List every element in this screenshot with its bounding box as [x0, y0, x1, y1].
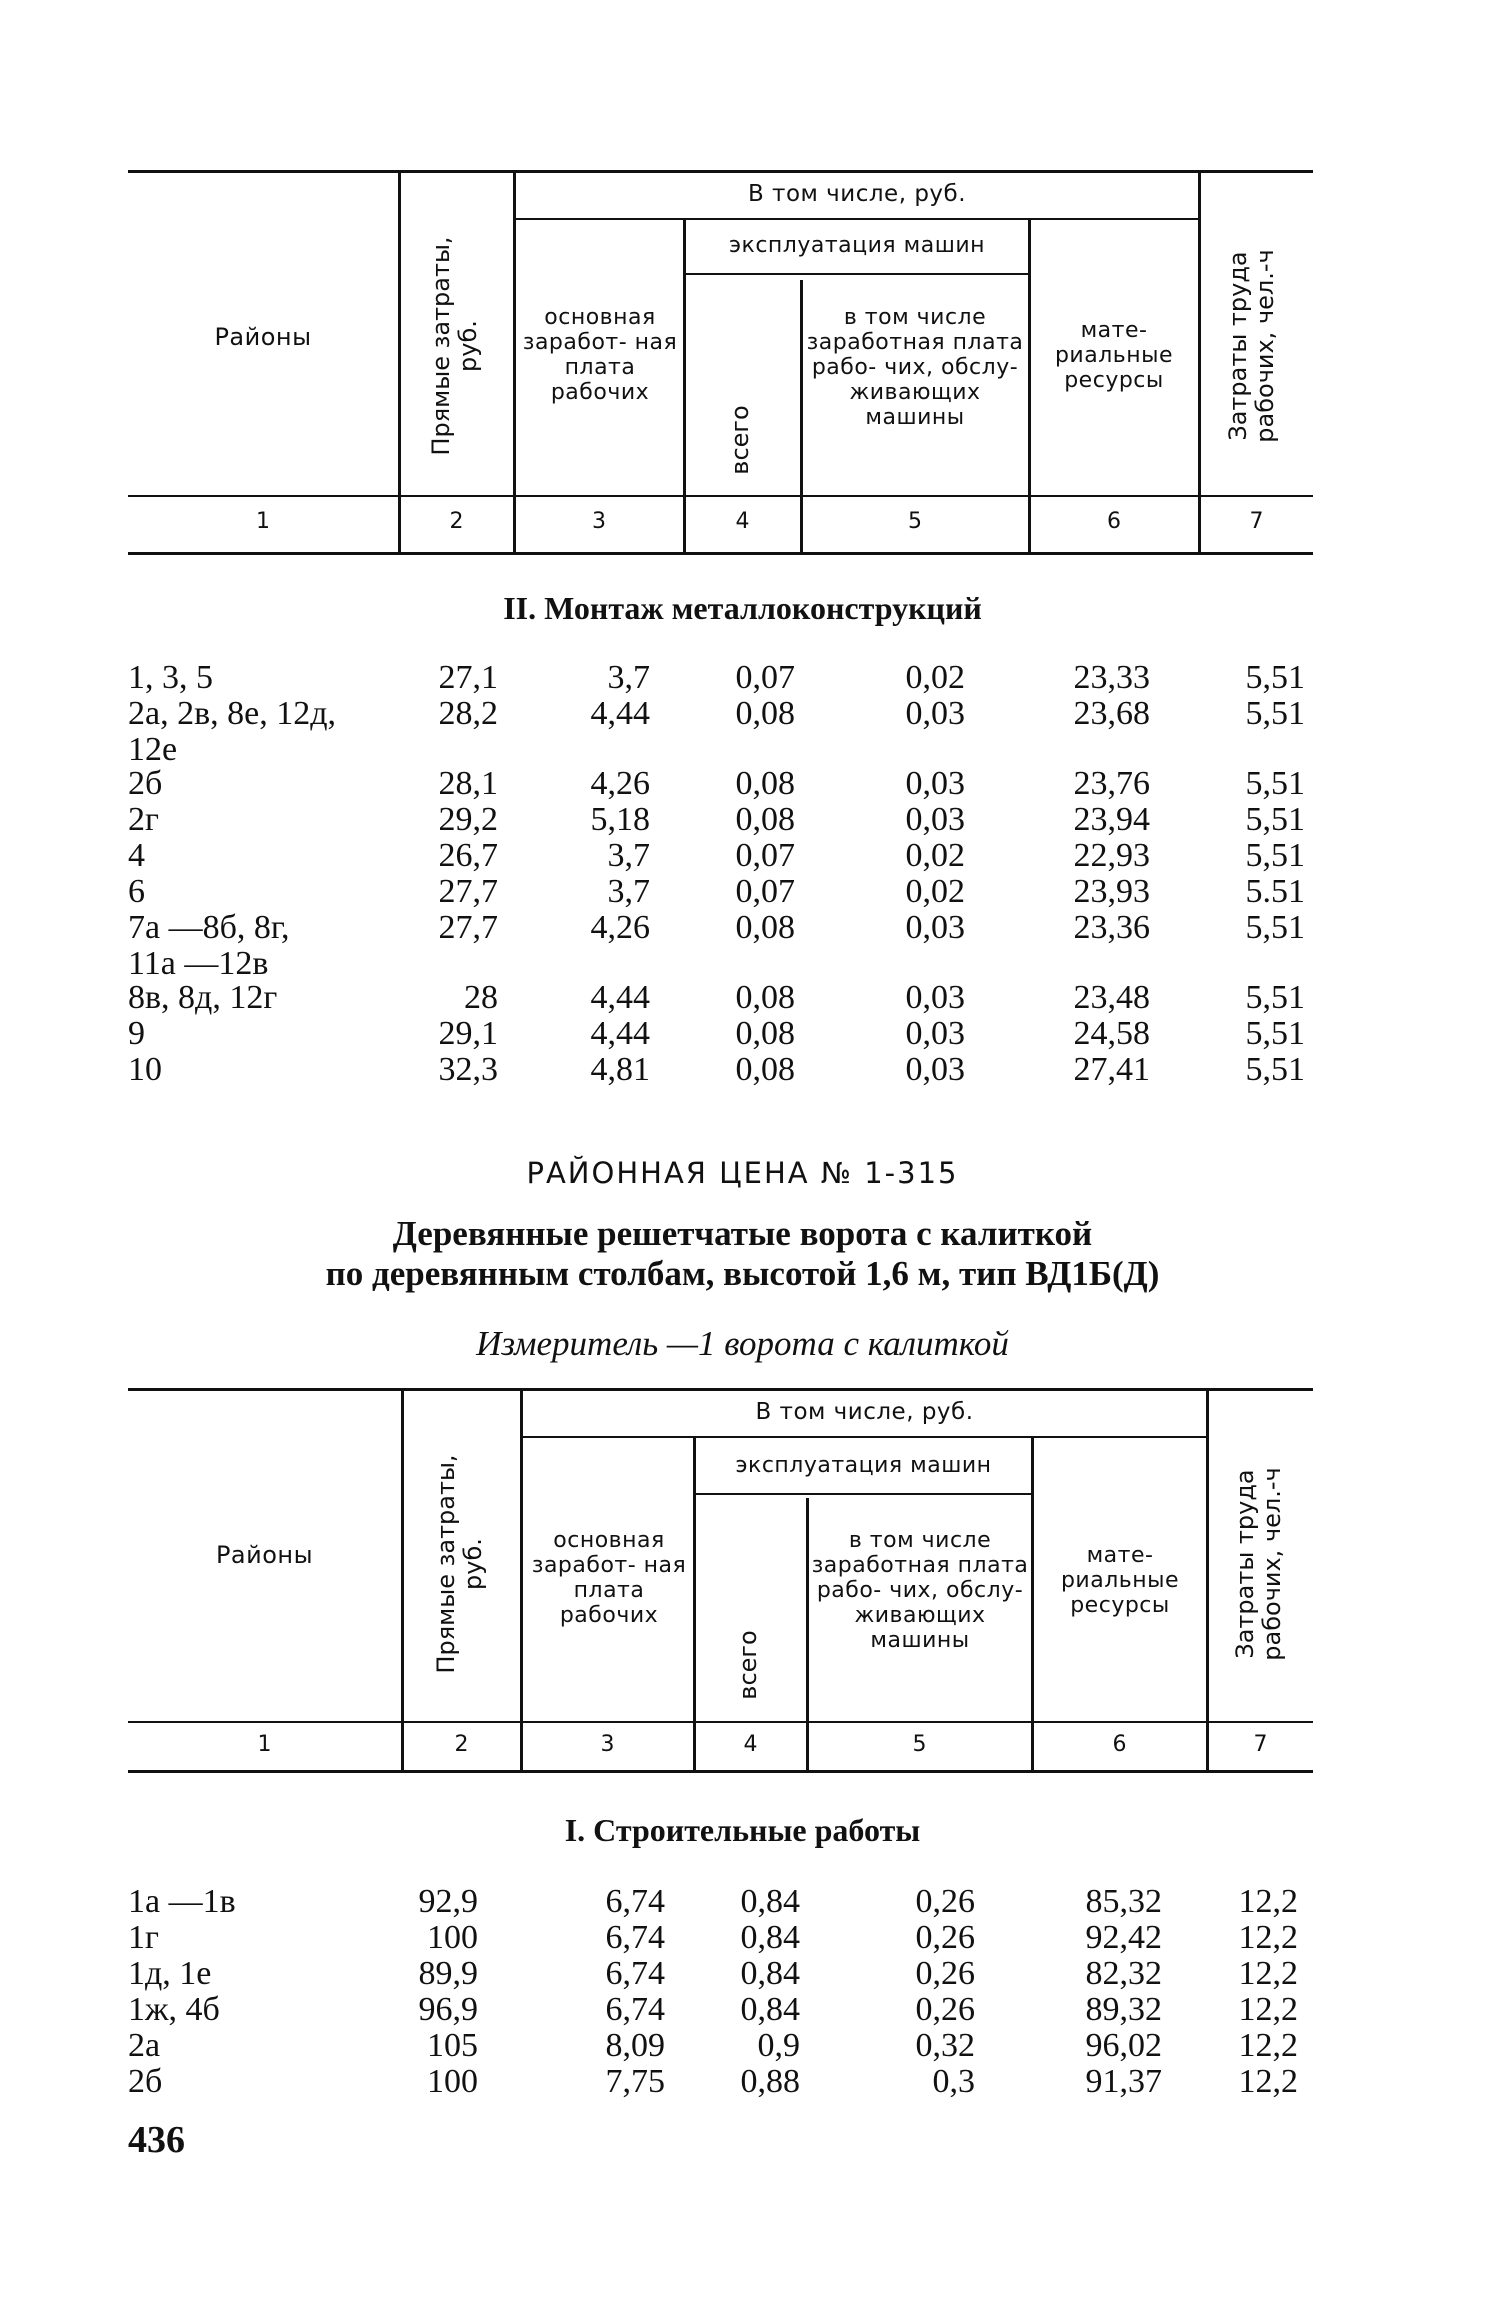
- value-cell: 5,51: [1245, 909, 1305, 946]
- value-cell: 6,74: [605, 1991, 665, 2028]
- value-cell: 0,84: [740, 1919, 800, 1956]
- value-cell: 23,48: [1073, 979, 1150, 1016]
- value-cell: 0,08: [735, 765, 795, 802]
- page-number: 436: [128, 2119, 185, 2161]
- region-cell: 6: [128, 873, 145, 910]
- value-cell: 0,07: [735, 659, 795, 696]
- col-number: 3: [600, 1732, 615, 1757]
- col-wages-header: основная заработ- ная плата рабочих: [522, 305, 678, 405]
- col-number: 2: [454, 1732, 469, 1757]
- region-cell: 4: [128, 837, 145, 874]
- value-cell: 85,32: [1085, 1883, 1162, 1920]
- value-cell: 0,08: [735, 695, 795, 732]
- value-cell: 27,7: [438, 909, 498, 946]
- item-title-line-2: по деревянным столбам, высотой 1,6 м, тип ВД1Б(Д): [325, 1254, 1160, 1293]
- col-number: 2: [449, 509, 464, 534]
- value-cell: 0,3: [932, 2063, 975, 2100]
- col-total-header: всего: [726, 405, 754, 475]
- value-cell: 29,1: [438, 1015, 498, 1052]
- value-cell: 3,7: [607, 837, 650, 874]
- value-cell: 5,18: [590, 801, 650, 838]
- col-number: 6: [1112, 1732, 1127, 1757]
- value-cell: 12,2: [1238, 2027, 1298, 2064]
- value-cell: 27,7: [438, 873, 498, 910]
- table-header-1: [128, 170, 1313, 555]
- value-cell: 0,84: [740, 1991, 800, 2028]
- value-cell: 0,08: [735, 979, 795, 1016]
- value-cell: 12,2: [1238, 1883, 1298, 1920]
- value-cell: 0,07: [735, 837, 795, 874]
- region-cell: 8в, 8д, 12г: [128, 979, 278, 1016]
- value-cell: 5,51: [1245, 659, 1305, 696]
- col-group-header: В том числе, руб.: [747, 181, 967, 207]
- value-cell: 5,51: [1245, 1051, 1305, 1088]
- value-cell: 89,32: [1085, 1991, 1162, 2028]
- value-cell: 92,42: [1085, 1919, 1162, 1956]
- value-cell: 0,9: [757, 2027, 800, 2064]
- value-cell: 23,76: [1073, 765, 1150, 802]
- item-title-line-1: Деревянные решетчатые ворота с калиткой: [392, 1214, 1093, 1253]
- value-cell: 0,88: [740, 2063, 800, 2100]
- value-cell: 28: [464, 979, 498, 1016]
- region-cell: 2г: [128, 801, 159, 838]
- col-number: 1: [257, 1732, 272, 1757]
- region-cell: 2б: [128, 765, 163, 802]
- value-cell: 0,03: [905, 695, 965, 732]
- col-materials-header: мате- риальные ресурсы: [1054, 318, 1174, 393]
- col-materials-header: мате- риальные ресурсы: [1060, 1543, 1180, 1618]
- value-cell: 5,51: [1245, 837, 1305, 874]
- value-cell: 100: [427, 1919, 478, 1956]
- value-cell: 0,84: [740, 1955, 800, 1992]
- col-number: 3: [592, 509, 606, 534]
- section-title-construction: I. Строительные работы: [564, 1812, 921, 1848]
- value-cell: 0,03: [905, 765, 965, 802]
- value-cell: 3,7: [607, 659, 650, 696]
- col-number: 4: [743, 1732, 758, 1757]
- value-cell: 12,2: [1238, 1955, 1298, 1992]
- value-cell: 96,02: [1085, 2027, 1162, 2064]
- value-cell: 0,08: [735, 1051, 795, 1088]
- col-wages-header: основная заработ- ная плата рабочих: [531, 1528, 687, 1628]
- value-cell: 96,9: [418, 1991, 478, 2028]
- value-cell: 0,08: [735, 801, 795, 838]
- value-cell: 4,81: [590, 1051, 650, 1088]
- col-number: 4: [735, 509, 750, 534]
- value-cell: 0,03: [905, 1051, 965, 1088]
- value-cell: 23,94: [1073, 801, 1150, 838]
- col-labor-header: Затраты труда рабочих, чел.-ч: [1224, 249, 1279, 443]
- col-number: 7: [1249, 509, 1264, 534]
- col-machine-wages-header: в том числе заработная плата рабо- чих, обслу- живающих машины: [811, 1528, 1029, 1653]
- value-cell: 23,36: [1073, 909, 1150, 946]
- value-cell: 12,2: [1238, 1991, 1298, 2028]
- value-cell: 23,93: [1073, 873, 1150, 910]
- value-cell: 26,7: [438, 837, 498, 874]
- col-group-header: В том числе, руб.: [755, 1399, 974, 1425]
- district-price-label: РАЙОННАЯ ЦЕНА № 1-315: [526, 1156, 959, 1190]
- value-cell: 6,74: [605, 1919, 665, 1956]
- value-cell: 5,51: [1245, 695, 1305, 732]
- value-cell: 0,84: [740, 1883, 800, 1920]
- col-number: 1: [256, 509, 270, 534]
- value-cell: 0,26: [915, 1883, 975, 1920]
- value-cell: 7,75: [605, 2063, 665, 2100]
- region-cell: 1а —1в: [128, 1883, 236, 1920]
- col-number: 5: [912, 1732, 927, 1757]
- region-cell: 1д, 1е: [128, 1955, 212, 1992]
- region-cell: 2б: [128, 2063, 163, 2100]
- col-machines-header: эксплуатация машин: [728, 233, 986, 258]
- col-direct-costs-header: Прямые затраты, руб.: [427, 236, 482, 456]
- col-number: 5: [908, 509, 922, 534]
- value-cell: 32,3: [438, 1051, 498, 1088]
- value-cell: 0,32: [915, 2027, 975, 2064]
- section-title-installation: II. Монтаж металлоконструкций: [503, 590, 982, 626]
- value-cell: 22,93: [1073, 837, 1150, 874]
- measurement-unit: Измеритель —1 ворота с калиткой: [476, 1324, 1009, 1363]
- value-cell: 3,7: [607, 873, 650, 910]
- value-cell: 0,08: [735, 909, 795, 946]
- value-cell: 4,26: [590, 765, 650, 802]
- value-cell: 0,03: [905, 1015, 965, 1052]
- value-cell: 105: [427, 2027, 478, 2064]
- value-cell: 0,02: [905, 873, 965, 910]
- value-cell: 100: [427, 2063, 478, 2100]
- value-cell: 91,37: [1085, 2063, 1162, 2100]
- region-cell: 10: [128, 1051, 162, 1088]
- value-cell: 0,26: [915, 1991, 975, 2028]
- value-cell: 28,1: [438, 765, 498, 802]
- value-cell: 24,58: [1073, 1015, 1150, 1052]
- value-cell: 12,2: [1238, 1919, 1298, 1956]
- region-cell: 1г: [128, 1919, 159, 1956]
- value-cell: 28,2: [438, 695, 498, 732]
- value-cell: 0,08: [735, 1015, 795, 1052]
- region-cell: 1, 3, 5: [128, 659, 213, 696]
- col-direct-costs-header: Прямые затраты, руб.: [432, 1454, 487, 1674]
- value-cell: 4,44: [590, 979, 650, 1016]
- region-cell: 1ж, 4б: [128, 1991, 220, 2028]
- value-cell: 4,44: [590, 695, 650, 732]
- value-cell: 29,2: [438, 801, 498, 838]
- region-cell: 7а —8б, 8г,: [128, 909, 290, 946]
- col-number: 7: [1253, 1732, 1268, 1757]
- value-cell: 92,9: [418, 1883, 478, 1920]
- region-cell: 2а: [128, 2027, 161, 2064]
- region-cell-continued: 12е: [128, 731, 178, 768]
- value-cell: 6,74: [605, 1955, 665, 1992]
- value-cell: 82,32: [1085, 1955, 1162, 1992]
- value-cell: 8,09: [605, 2027, 665, 2064]
- col-number: 6: [1107, 509, 1121, 534]
- value-cell: 5,51: [1245, 979, 1305, 1016]
- value-cell: 27,1: [438, 659, 498, 696]
- region-cell: 9: [128, 1015, 145, 1052]
- value-cell: 0,26: [915, 1919, 975, 1956]
- value-cell: 0,03: [905, 801, 965, 838]
- value-cell: 0,03: [905, 909, 965, 946]
- col-region-header: Районы: [214, 323, 312, 351]
- value-cell: 0,02: [905, 837, 965, 874]
- region-cell: 2а, 2в, 8е, 12д,: [128, 695, 337, 732]
- value-cell: 89,9: [418, 1955, 478, 1992]
- value-cell: 0,07: [735, 873, 795, 910]
- value-cell: 23,33: [1073, 659, 1150, 696]
- value-cell: 6,74: [605, 1883, 665, 1920]
- value-cell: 4,26: [590, 909, 650, 946]
- col-labor-header: Затраты труда рабочих, чел.-ч: [1231, 1467, 1286, 1661]
- col-machines-header: эксплуатация машин: [735, 1453, 992, 1478]
- table-header-2: [128, 1388, 1313, 1773]
- region-cell-continued: 11а —12в: [128, 945, 269, 982]
- value-cell: 0,03: [905, 979, 965, 1016]
- col-region-header: Районы: [215, 1541, 314, 1569]
- value-cell: 5.51: [1245, 873, 1305, 910]
- value-cell: 23,68: [1073, 695, 1150, 732]
- value-cell: 12,2: [1238, 2063, 1298, 2100]
- value-cell: 27,41: [1073, 1051, 1150, 1088]
- value-cell: 0,02: [905, 659, 965, 696]
- value-cell: 5,51: [1245, 1015, 1305, 1052]
- value-cell: 5,51: [1245, 801, 1305, 838]
- value-cell: 0,26: [915, 1955, 975, 1992]
- col-total-header: всего: [734, 1630, 762, 1700]
- value-cell: 5,51: [1245, 765, 1305, 802]
- col-machine-wages-header: в том числе заработная плата рабо- чих, обслу- живающих машины: [806, 305, 1024, 430]
- value-cell: 4,44: [590, 1015, 650, 1052]
